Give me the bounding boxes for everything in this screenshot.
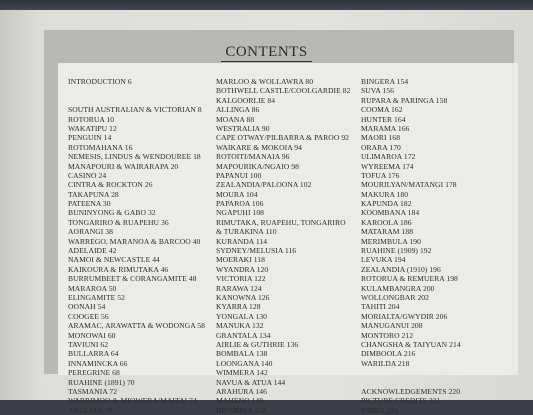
contents-entry: KALGOORLIE 84 [216, 95, 276, 105]
contents-entry: ARAMAC, ARAWATTA & WODONGA 58 [68, 321, 205, 331]
contents-entry: AIRLIE & GUTHRIE 136 [216, 339, 299, 349]
contents-entry: ELINGAMITE 52 [68, 292, 125, 302]
contents-entry: WARRIMOO & MIOWERA/MAITAI 74 [68, 396, 197, 406]
contents-entry [361, 368, 461, 377]
contents-entry: PEREGRINE 68 [68, 368, 120, 378]
contents-entry: KOOMBANA 184 [361, 208, 420, 218]
contents-entry: TAKAPUNA 28 [68, 189, 119, 199]
contents-entry: WYANDRA 120 [216, 264, 269, 274]
contents-entry: ANGLIAN 78 [68, 405, 113, 415]
contents-entry: ACKNOWLEDGEMENTS 220 [361, 386, 461, 396]
contents-entry: WIMMERA 142 [216, 368, 268, 378]
contents-entry: RUPARA & PARINGA 158 [361, 95, 448, 105]
contents-heading: CONTENTS [221, 44, 311, 62]
contents-entry: NAVUA & ATUA 144 [216, 377, 286, 387]
contents-column-3 [361, 77, 461, 415]
contents-entry: BUNINYONG & GABO 32 [68, 208, 156, 218]
contents-entry: CHANGSHA & TAIYUAN 214 [361, 339, 461, 349]
contents-entry: ORARA 170 [361, 142, 401, 152]
contents-entry: ARAHURA 146 [216, 386, 267, 396]
contents-entry: WAIKARE & MOKOIA 94 [216, 142, 302, 152]
contents-entry: DIMBOOLA 216 [361, 349, 416, 359]
contents-entry: TASMANIA 72 [68, 386, 118, 396]
contents-entry: & TURAKINA 110 [216, 227, 277, 237]
contents-entry: INDEX 221 [361, 405, 399, 415]
contents-entry: PATEENA 30 [68, 199, 111, 209]
contents-entry [361, 378, 461, 387]
contents-entry: TONGARIRO & RUAPEHU 36 [68, 217, 169, 227]
contents-entry: BOMBALA 138 [216, 349, 268, 359]
contents-entry: VICTORIA 122 [216, 274, 266, 284]
contents-entry: KANOWNA 126 [216, 292, 270, 302]
contents-entry: HUNTER 164 [361, 114, 406, 124]
contents-entry: LEVUKA 194 [361, 255, 406, 265]
contents-entry: ULIMAROA 172 [361, 152, 416, 162]
contents-entry: MONTORO 212 [361, 330, 414, 340]
contents-entry: WARREGO, MARANOA & BARCOO 40 [68, 236, 201, 246]
contents-entry: MERIMBULA 190 [361, 236, 421, 246]
contents-entry: MAPOURIKA/NGAIO 98 [216, 161, 299, 171]
contents-entry: WAKATIPU 12 [68, 123, 117, 133]
contents-entry: BOTHWELL CASTLE/COOLGARDIE 82 [216, 86, 351, 96]
contents-entry: WARILDA 218 [361, 358, 410, 368]
contents-entry: CINTRA & ROCKTON 26 [68, 180, 153, 190]
contents-entry: TAVIUNI 62 [68, 339, 109, 349]
contents-entry: PENGUIN 14 [68, 133, 112, 143]
contents-entry: YONGALA 130 [216, 311, 267, 321]
contents-entry: MARLOO & WOLLAWRA 80 [216, 77, 314, 86]
contents-entry: MAORI 168 [361, 133, 401, 143]
contents-entry: AORANGI 38 [68, 227, 114, 237]
contents-entry: NEMESIS, LINDUS & WENDOUREE 18 [68, 152, 201, 162]
contents-entry: OONAH 54 [68, 302, 106, 312]
contents-entry: ZEALANDIA/PALOONA 102 [216, 180, 312, 190]
contents-entry: SUVA 156 [361, 86, 394, 96]
contents-entry: PICTURE CREDITS 221 [361, 396, 441, 406]
contents-entry: TAHITI 204 [361, 302, 400, 312]
contents-entry: CAPE OTWAY/PILBARRA & PAROO 92 [216, 133, 350, 143]
contents-entry: MATARAM 188 [361, 227, 414, 237]
contents-entry: KURANDA 114 [216, 236, 268, 246]
contents-entry: COOMA 162 [361, 105, 403, 115]
contents-entry: RARAWA 124 [216, 283, 262, 293]
contents-entry: INNAMINCKA 66 [68, 358, 128, 368]
contents-entry: TOFUA 176 [361, 170, 400, 180]
contents-entry: MAKURA 180 [361, 189, 409, 199]
contents-entry: RIMUTAKA, RUAPEHU, TONGARIRO [216, 217, 346, 227]
contents-entry: MANUGANUI 208 [361, 321, 423, 331]
contents-entry: ROTOMAHANA 16 [68, 142, 133, 152]
contents-entry: BURRUMBEET & CORANGAMITE 48 [68, 274, 197, 284]
contents-entry: MAHENO 148 [216, 396, 264, 406]
page-title [0, 44, 533, 62]
contents-entry: NGAPUHI 108 [216, 208, 265, 218]
contents-column-2 [216, 77, 350, 415]
contents-entry [68, 96, 205, 105]
contents-entry: CASINO 24 [68, 170, 107, 180]
contents-entry: PAPAROA 106 [216, 199, 264, 209]
contents-entry: ROTOITI/MANAIA 96 [216, 152, 290, 162]
contents-entry: MARAMA 166 [361, 123, 410, 133]
contents-entry: ALLINGA 86 [216, 105, 260, 115]
contents-entry: BULLARRA 64 [68, 349, 119, 359]
contents-entry: SOUTH AUSTRALIAN & VICTORIAN 8 [68, 105, 202, 115]
contents-entry: MANUKA 132 [216, 321, 264, 331]
contents-entry: RUAHINE (1909) 192 [361, 246, 432, 256]
contents-entry: KAPUNDA 182 [361, 199, 412, 209]
contents-entry: MANAPOURI & WAIRARAPA 20 [68, 161, 179, 171]
contents-entry: MOANA 88 [216, 114, 255, 124]
contents-entry: MONOWAI 60 [68, 330, 116, 340]
contents-entry: ROTORUA 10 [68, 114, 115, 124]
contents-entry: KAIKOURA & RIMUTAKA 46 [68, 264, 169, 274]
contents-entry: GRANTALA 134 [216, 330, 271, 340]
contents-entry: KULAMBANGRA 200 [361, 283, 435, 293]
contents-entry: ROTORUA & REMUERA 198 [361, 274, 458, 284]
contents-entry: WESTRALIA 90 [216, 123, 270, 133]
contents-entry: MORIALTA/GWYDIR 206 [361, 311, 448, 321]
contents-entry: INTRODUCTION 6 [68, 77, 132, 86]
contents-entry: ADELAIDE 42 [68, 246, 117, 256]
contents-entry: NAMOI & NEWCASTLE 44 [68, 255, 160, 265]
contents-entry: BINGERA 154 [361, 77, 409, 86]
contents-entry: RIVERINA 152 [216, 405, 266, 415]
contents-entry: PAPANUI 100 [216, 170, 262, 180]
contents-entry [68, 86, 205, 95]
contents-entry: MARAROA 50 [68, 283, 117, 293]
contents-entry: ZEALANDIA (1910) 196 [361, 264, 441, 274]
contents-entry: LOONGANA 140 [216, 358, 273, 368]
contents-entry: WYREEMA 174 [361, 161, 414, 171]
contents-entry: KYARRA 128 [216, 302, 261, 312]
contents-entry: KAROOLA 186 [361, 217, 412, 227]
contents-entry: MOURILYAN/MATANGI 178 [361, 180, 457, 190]
contents-column-1 [68, 77, 205, 415]
contents-entry: RUAHINE (1891) 70 [68, 377, 135, 387]
contents-entry: SYDNEY/MELUSIA 116 [216, 246, 297, 256]
contents-entry: WOLLONGBAR 202 [361, 292, 429, 302]
contents-entry: MOERAKI 118 [216, 255, 265, 265]
contents-entry: COOGEE 56 [68, 311, 109, 321]
contents-entry: MOURA 104 [216, 189, 258, 199]
